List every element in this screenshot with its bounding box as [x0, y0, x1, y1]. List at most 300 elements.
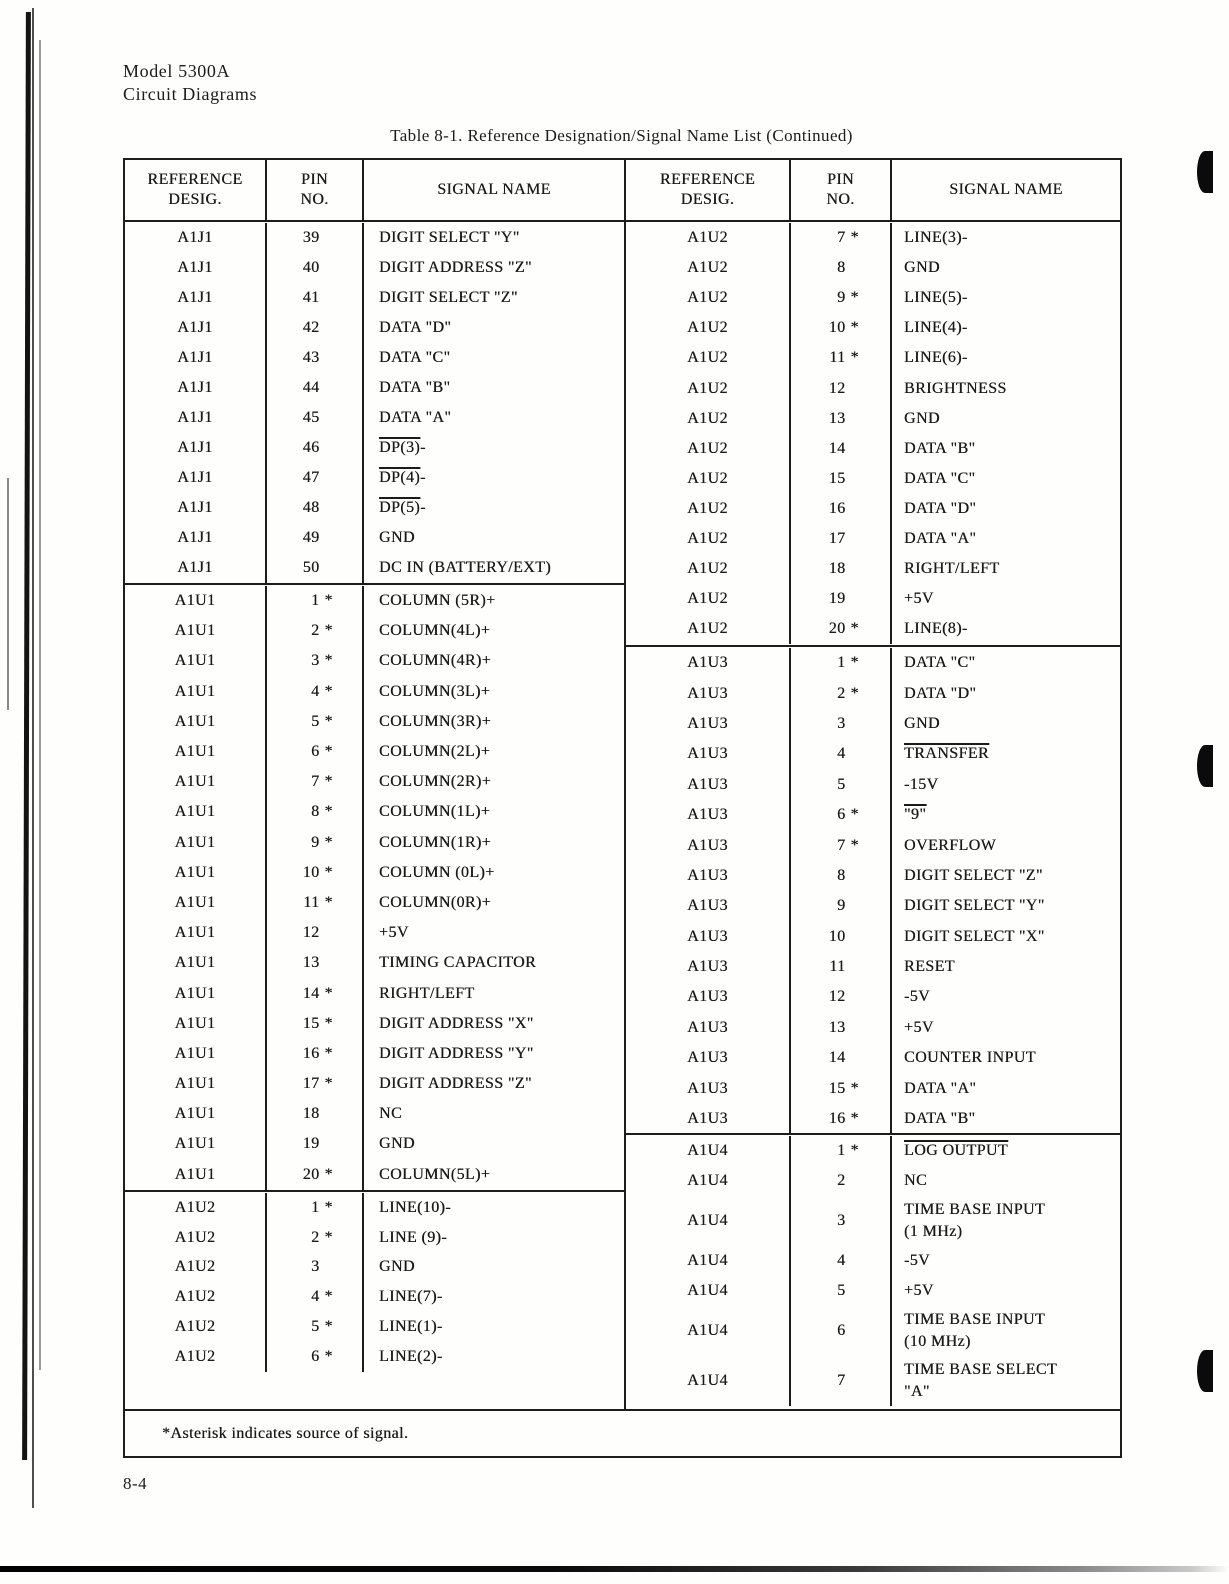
ref-desig-cell: A1U2: [174, 1288, 216, 1306]
pin-number: 42: [302, 319, 320, 336]
ref-desig-cell: A1U2: [174, 1198, 216, 1216]
pin-no-cell: [265, 283, 362, 313]
pin-no-cell: [789, 404, 890, 434]
scan-edge-bar: [0, 1566, 1229, 1572]
ref-desig-cell: A1J1: [177, 319, 213, 336]
signal-name-cell: [890, 283, 1120, 313]
signal-name-cell: [362, 888, 624, 918]
pin-number: 12: [828, 988, 846, 1006]
pin-number: 2: [837, 1172, 846, 1189]
signal-text: OVERFLOW: [904, 836, 997, 854]
signal-text: LINE(4)-: [904, 319, 968, 337]
pin-no-cell: [265, 433, 362, 463]
signal-name-cell: [362, 1129, 624, 1159]
signal-name-cell: [362, 283, 624, 313]
table-row: [125, 1129, 624, 1159]
pin-number: 16: [828, 499, 846, 517]
pin-no-cell: [789, 1356, 890, 1406]
signal-text: DATA "C": [904, 469, 976, 487]
pin-number: 7: [837, 229, 846, 247]
signal-text-line2: (10 MHz): [904, 1333, 971, 1350]
pin-asterisk: *: [324, 1318, 333, 1336]
ref-desig-cell: A1U1: [174, 954, 216, 972]
table-section: [125, 1190, 624, 1409]
ref-desig-cell: A1U2: [174, 1347, 216, 1365]
ref-desig-cell: A1U1: [174, 833, 216, 851]
pin-asterisk: *: [850, 319, 859, 337]
signal-text: LINE(8)-: [904, 620, 968, 638]
pin-no-cell: [265, 1099, 362, 1129]
pin-asterisk: *: [324, 712, 333, 730]
pin-number: 39: [302, 229, 320, 246]
signal-text: COLUMN (0L)+: [379, 863, 495, 881]
signal-text: COLUMN(1R)+: [379, 833, 492, 851]
section-line: Circuit Diagrams: [123, 84, 258, 104]
col-header-reference-desig: REFERENCE DESIG.: [147, 171, 243, 208]
signal-text: LINE(1)-: [379, 1318, 443, 1336]
signal-text: DIGIT ADDRESS "X": [379, 1014, 534, 1032]
pin-no-cell: [789, 1136, 890, 1166]
table-row: [626, 1196, 1120, 1246]
pin-no-cell: [789, 982, 890, 1012]
table-section: [125, 583, 624, 1190]
ref-desig-cell: A1U1: [174, 652, 216, 670]
signal-text: DATA "D": [904, 684, 977, 702]
pin-number: 8: [837, 259, 846, 277]
signal-text: DATA "C": [904, 654, 976, 672]
ref-desig-cell: A1U2: [687, 590, 728, 608]
signal-text: COLUMN(1L)+: [379, 803, 491, 821]
signal-text-line2: "A": [904, 1383, 930, 1400]
pin-number: 20: [828, 620, 846, 638]
pin-asterisk: *: [324, 592, 333, 610]
table-row: [125, 283, 624, 313]
pin-no-cell: [789, 373, 890, 403]
table-row: [626, 524, 1120, 554]
footnote-text: *Asterisk indicates source of signal.: [162, 1424, 409, 1442]
pin-no-cell: [789, 1013, 890, 1043]
pin-number: 9: [837, 289, 846, 307]
table-row: [626, 1356, 1120, 1406]
ref-desig-cell: A1U3: [687, 1079, 728, 1097]
pin-asterisk: *: [324, 682, 333, 700]
pin-number: 5: [311, 712, 320, 730]
pin-no-cell: [789, 614, 890, 644]
table-row: [125, 707, 624, 737]
pin-number: 4: [311, 682, 320, 700]
pin-no-cell: [789, 554, 890, 584]
signal-name-cell: [890, 584, 1120, 614]
pin-number: 3: [837, 714, 846, 732]
signal-text: GND: [904, 259, 940, 277]
pin-number: 16: [302, 1044, 320, 1062]
signal-name-cell: [362, 978, 624, 1008]
pin-no-cell: [265, 1039, 362, 1069]
signal-name-cell: [362, 646, 624, 676]
signal-name-cell: [362, 948, 624, 978]
pin-no-cell: [265, 523, 362, 553]
ref-desig-cell: A1U3: [687, 958, 728, 976]
table-row: [626, 1073, 1120, 1103]
ref-desig-cell: A1U1: [174, 1044, 216, 1062]
pin-number: 8: [837, 866, 846, 884]
signal-text: GND: [904, 714, 940, 732]
pin-no-cell: [265, 1312, 362, 1342]
pin-number: 6: [311, 743, 320, 761]
table-row: [626, 1104, 1120, 1133]
signal-name-cell: [890, 1166, 1120, 1196]
signal-text: LINE(6)-: [904, 349, 968, 367]
signal-name-cell: [890, 1013, 1120, 1043]
signal-text: TIME BASE SELECT: [904, 1361, 1058, 1378]
table-row: [626, 223, 1120, 253]
signal-text: DATA "A": [904, 529, 977, 547]
pin-asterisk: *: [850, 1079, 859, 1097]
signal-name-cell: [362, 767, 624, 797]
ref-desig-cell: A1U3: [687, 927, 728, 945]
signal-name-cell: [362, 343, 624, 373]
pin-asterisk: *: [324, 622, 333, 640]
signal-name-cell: [890, 1246, 1120, 1276]
signal-text: LINE(3)-: [904, 229, 968, 247]
signal-name-cell: [890, 313, 1120, 343]
table-body: [125, 222, 1120, 1409]
table-row: [125, 978, 624, 1008]
signal-text-line2: (1 MHz): [904, 1223, 963, 1240]
table-row: [626, 648, 1120, 678]
signal-text: DATA "B": [904, 439, 976, 457]
pin-number: 6: [311, 1347, 320, 1365]
signal-text: -5V: [904, 1252, 931, 1269]
pin-no-cell: [789, 891, 890, 921]
ref-desig-cell: A1U1: [174, 1135, 216, 1153]
pin-no-cell: [265, 918, 362, 948]
pin-no-cell: [789, 283, 890, 313]
signal-name-cell: [890, 678, 1120, 708]
pin-number: 15: [302, 1014, 320, 1032]
signal-text: DIGIT SELECT "Y": [904, 897, 1045, 915]
signal-text: +5V: [904, 1018, 934, 1036]
signal-text: NC: [379, 1105, 403, 1123]
pin-no-cell: [789, 922, 890, 952]
pin-number: 14: [828, 439, 846, 457]
signal-text: COLUMN(5L)+: [379, 1165, 491, 1183]
ref-desig-cell: A1U1: [174, 803, 216, 821]
table-row: [125, 616, 624, 646]
pin-asterisk: *: [850, 289, 859, 307]
pin-number: 1: [311, 592, 320, 610]
signal-text: DIGIT SELECT "X": [904, 927, 1045, 945]
signal-text: GND: [379, 1258, 415, 1276]
ref-desig-cell: A1U3: [687, 988, 728, 1006]
signal-name-cell: [362, 1009, 624, 1039]
signal-name-cell: [362, 1069, 624, 1099]
pin-number: 15: [828, 469, 846, 487]
pin-no-cell: [265, 463, 362, 493]
signal-text: DIGIT ADDRESS "Z": [379, 259, 532, 276]
pin-no-cell: [265, 616, 362, 646]
table-row: [125, 1069, 624, 1099]
pin-number: 18: [302, 1105, 320, 1123]
ref-desig-cell: A1U3: [687, 775, 728, 793]
pin-number: 2: [837, 684, 846, 702]
table-row: [125, 737, 624, 767]
pin-asterisk: *: [850, 836, 859, 854]
pin-number: 1: [837, 1142, 846, 1159]
ref-desig-cell: A1U1: [174, 1105, 216, 1123]
signal-name-cell: [362, 463, 624, 493]
pin-no-cell: [265, 646, 362, 676]
ref-desig-cell: A1U3: [687, 897, 728, 915]
signal-name-cell: [362, 677, 624, 707]
table-row: [626, 861, 1120, 891]
signal-name-cell: [362, 403, 624, 433]
table-row: [125, 433, 624, 463]
signal-text: COLUMN (5R)+: [379, 592, 496, 610]
signal-name-cell: [890, 434, 1120, 464]
col-header-signal-name: SIGNAL NAME: [890, 160, 1120, 220]
signal-text: DIGIT ADDRESS "Z": [379, 1075, 532, 1093]
ref-desig-cell: A1U1: [174, 743, 216, 761]
ref-desig-cell: A1U3: [687, 836, 728, 854]
signal-text: BRIGHTNESS: [904, 379, 1007, 397]
ref-desig-cell: A1U3: [687, 745, 728, 763]
ref-desig-cell: A1U2: [687, 349, 728, 367]
pin-number: 7: [837, 1372, 846, 1389]
pin-number: 10: [828, 319, 846, 337]
signal-text: -15V: [904, 775, 939, 793]
pin-number: 1: [837, 654, 846, 672]
left-column: [125, 222, 624, 1409]
signal-name-cell: [890, 709, 1120, 739]
pin-asterisk: *: [324, 1044, 333, 1062]
ref-desig-cell: A1U2: [687, 529, 728, 547]
signal-name-cell: [890, 343, 1120, 373]
signal-name-cell: [362, 553, 624, 583]
signal-text: DIGIT SELECT "Z": [904, 866, 1043, 884]
pin-number: 4: [837, 1252, 846, 1269]
pin-no-cell: [789, 648, 890, 678]
pin-no-cell: [789, 1306, 890, 1356]
table-row: [125, 677, 624, 707]
binding-edge-artifact: [22, 12, 31, 1460]
pin-no-cell: [265, 313, 362, 343]
signal-name-cell: [890, 922, 1120, 952]
signal-name-cell: [890, 770, 1120, 800]
table-row: [125, 918, 624, 948]
signal-name-cell: [890, 614, 1120, 644]
signal-name-cell: [890, 891, 1120, 921]
pin-number: 43: [302, 349, 320, 366]
ref-desig-cell: A1U2: [687, 379, 728, 397]
pin-no-cell: [265, 1342, 362, 1372]
pin-no-cell: [789, 313, 890, 343]
ref-desig-cell: A1U1: [174, 712, 216, 730]
signal-name-cell: [890, 1276, 1120, 1306]
signal-name-cell: [890, 494, 1120, 524]
table-row: [125, 797, 624, 827]
pin-no-cell: [789, 770, 890, 800]
signal-text: NC: [904, 1172, 928, 1189]
ref-desig-cell: A1U4: [687, 1322, 728, 1339]
signal-text: RIGHT/LEFT: [904, 560, 1000, 578]
pin-number: 10: [828, 927, 846, 945]
table-row: [125, 373, 624, 403]
pin-no-cell: [265, 948, 362, 978]
signal-name-cell: [362, 707, 624, 737]
signal-name-cell: [890, 373, 1120, 403]
signal-text: LINE(10)-: [379, 1198, 452, 1216]
signal-name-cell: [362, 223, 624, 253]
ref-desig-cell: A1U2: [687, 560, 728, 578]
pin-no-cell: [789, 830, 890, 860]
signal-text: DIGIT SELECT "Z": [379, 289, 518, 306]
pin-number: 6: [837, 1322, 846, 1339]
signal-name-cell: [890, 1136, 1120, 1166]
pin-no-cell: [265, 1069, 362, 1099]
signal-name-cell: [362, 253, 624, 283]
table-section: [626, 222, 1120, 645]
page-number: 8-4: [123, 1474, 148, 1493]
table-row: [626, 952, 1120, 982]
table-row: [626, 554, 1120, 584]
pin-no-cell: [265, 373, 362, 403]
pin-asterisk: *: [324, 803, 333, 821]
signal-name-cell: [362, 1160, 624, 1190]
signal-name-cell: [362, 828, 624, 858]
reference-signal-table: [123, 158, 1122, 1458]
signal-text: LINE(2)-: [379, 1347, 443, 1365]
pin-asterisk: *: [850, 620, 859, 638]
table-row: [125, 1282, 624, 1312]
pin-no-cell: [265, 1129, 362, 1159]
table-row: [626, 1013, 1120, 1043]
col-header-signal-name: SIGNAL NAME: [362, 160, 624, 220]
pin-no-cell: [265, 767, 362, 797]
ref-desig-cell: A1U3: [687, 866, 728, 884]
pin-no-cell: [789, 253, 890, 283]
pin-no-cell: [789, 434, 890, 464]
pin-number: 4: [311, 1288, 320, 1306]
signal-text: GND: [379, 529, 415, 546]
ref-desig-cell: A1J1: [177, 259, 213, 276]
pin-number: 6: [837, 806, 846, 824]
signal-text: +5V: [379, 924, 409, 942]
pin-no-cell: [789, 1104, 890, 1133]
pin-number: 41: [302, 289, 320, 306]
signal-name-cell: [890, 830, 1120, 860]
col-header-pin-no: PIN NO.: [265, 160, 362, 220]
pin-no-cell: [789, 1196, 890, 1246]
pin-number: 11: [303, 893, 320, 911]
pin-no-cell: [265, 797, 362, 827]
pin-asterisk: *: [324, 1198, 333, 1216]
signal-name-cell: [362, 918, 624, 948]
signal-name-cell: [890, 1196, 1120, 1246]
table-row: [626, 494, 1120, 524]
signal-text: LINE(7)-: [379, 1288, 443, 1306]
signal-name-cell: [362, 523, 624, 553]
ref-desig-cell: A1U4: [687, 1372, 728, 1389]
pin-number: 49: [302, 529, 320, 546]
pin-number: 14: [302, 984, 320, 1002]
signal-name-cell: [890, 1104, 1120, 1133]
ref-desig-cell: A1U2: [687, 259, 728, 277]
table-row: [626, 584, 1120, 614]
signal-name-cell: [890, 982, 1120, 1012]
ref-desig-cell: A1U4: [687, 1142, 728, 1159]
signal-text: GND: [379, 1135, 415, 1153]
ref-desig-cell: A1U1: [174, 682, 216, 700]
pin-no-cell: [789, 861, 890, 891]
signal-text: -5V: [904, 988, 931, 1006]
signal-text: DATA "A": [379, 409, 452, 426]
binding-edge-artifact: [32, 8, 34, 1508]
pin-number: 12: [302, 924, 320, 942]
pin-no-cell: [265, 403, 362, 433]
signal-text: TIMING CAPACITOR: [379, 954, 537, 972]
pin-no-cell: [789, 223, 890, 253]
ref-desig-cell: A1U3: [687, 1018, 728, 1036]
pin-asterisk: *: [324, 833, 333, 851]
pin-asterisk: *: [324, 893, 333, 911]
pin-number: 2: [311, 1228, 320, 1246]
pin-number: 3: [311, 1258, 320, 1276]
pin-no-cell: [789, 678, 890, 708]
pin-no-cell: [265, 978, 362, 1008]
pin-no-cell: [265, 1009, 362, 1039]
signal-text: TIME BASE INPUT: [904, 1311, 1046, 1328]
ref-desig-cell: A1U2: [174, 1228, 216, 1246]
table-row: [626, 373, 1120, 403]
ref-desig-cell: A1J1: [177, 289, 213, 306]
pin-number: 5: [837, 775, 846, 793]
table-row: [626, 1043, 1120, 1073]
signal-text: GND: [904, 409, 940, 427]
table-row: [125, 1223, 624, 1253]
pin-number: 19: [302, 1135, 320, 1153]
table-row: [626, 434, 1120, 464]
pin-number: 11: [829, 958, 846, 976]
signal-text: DIGIT SELECT "Y": [379, 229, 520, 246]
table-row: [626, 283, 1120, 313]
table-row: [125, 858, 624, 888]
pin-number: 4: [837, 745, 846, 763]
table-row: [626, 313, 1120, 343]
pin-number: 19: [828, 590, 846, 608]
signal-text: DP(4)-: [379, 469, 426, 486]
table-header-row: [125, 160, 1120, 222]
signal-text: DATA "B": [904, 1110, 976, 1128]
table-row: [626, 678, 1120, 708]
ref-desig-cell: A1J1: [177, 349, 213, 366]
signal-text: COLUMN(4L)+: [379, 622, 491, 640]
signal-text: LINE (9)-: [379, 1228, 448, 1246]
ref-desig-cell: A1U2: [687, 319, 728, 337]
pin-no-cell: [789, 464, 890, 494]
signal-text: +5V: [904, 590, 934, 608]
pin-number: 46: [302, 439, 320, 456]
pin-number: 12: [828, 379, 846, 397]
pin-asterisk: *: [850, 1142, 859, 1159]
pin-no-cell: [265, 1282, 362, 1312]
signal-name-cell: [890, 861, 1120, 891]
table-row: [125, 313, 624, 343]
signal-name-cell: [890, 1306, 1120, 1356]
pin-asterisk: *: [850, 1110, 859, 1128]
signal-name-cell: [362, 493, 624, 523]
pin-no-cell: [265, 737, 362, 767]
